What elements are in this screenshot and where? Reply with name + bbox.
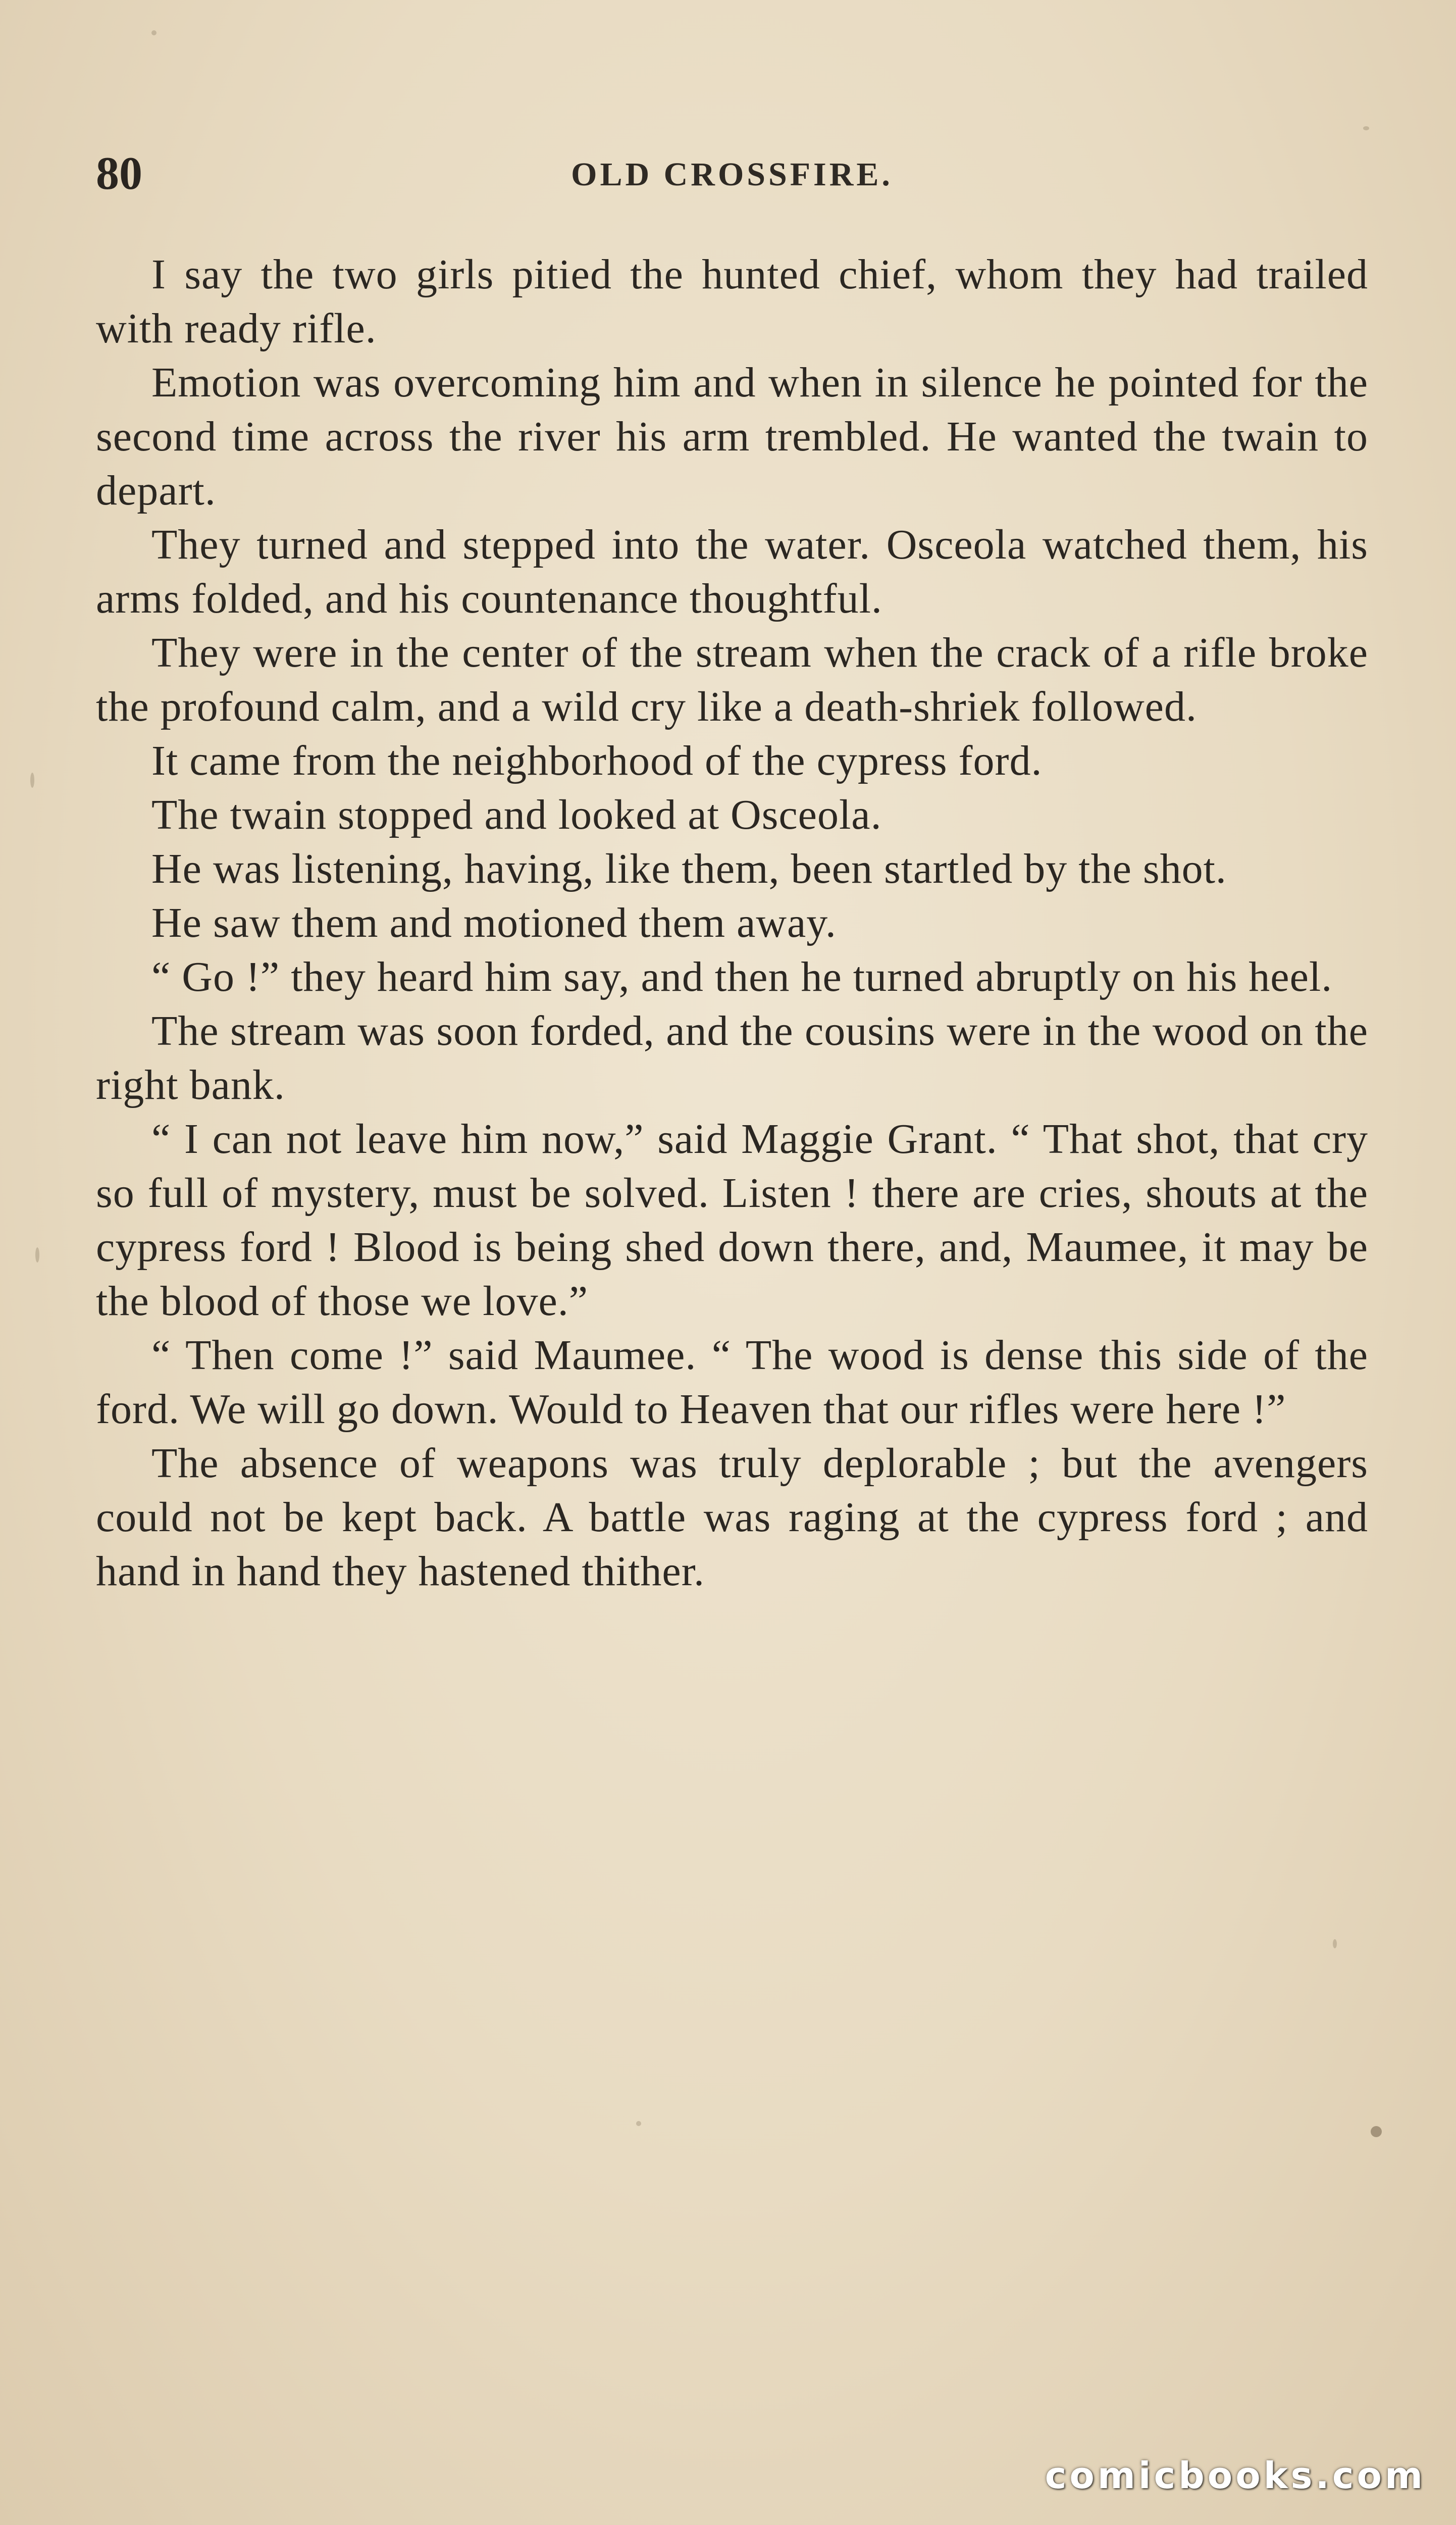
- paper-speck: [1363, 126, 1369, 130]
- paragraph: It came from the neighborhood of the cypress ford.: [151, 737, 1043, 784]
- paper-speck: [35, 1247, 39, 1262]
- paper-speck: [151, 30, 157, 35]
- paper-speck: [636, 2121, 641, 2126]
- paragraph: “ Go !” they heard him say, and then he turned abruptly on his heel.: [151, 953, 1333, 1000]
- paper-speck: [1371, 2126, 1382, 2137]
- paragraph: “ Then come !” said Maumee. “ The wood is dense this side of the ford. We will go down. Would to Heaven that our rifles were here !”: [96, 1332, 1368, 1433]
- paragraph: The absence of weapons was truly deplorable ; but the avengers could not be kept back. A battle was raging at the cypress ford ; and hand in hand they hastened thither.: [96, 1440, 1368, 1595]
- watermark-logo: comicbooks.com: [1045, 2454, 1426, 2497]
- page-number: 80: [96, 147, 142, 199]
- paper-speck: [30, 773, 34, 788]
- chapter-body: [96, 247, 1368, 1598]
- page-header: [96, 146, 1368, 207]
- paragraph: They were in the center of the stream when the crack of a rifle broke the profound calm, and a wild cry like a death-shriek followed.: [96, 629, 1368, 730]
- paragraph: The twain stopped and looked at Osceola.: [151, 791, 882, 838]
- paragraph: The stream was soon forded, and the cousins were in the wood on the right bank.: [96, 1007, 1368, 1108]
- paragraph: They turned and stepped into the water. Osceola watched them, his arms folded, and his countenance thoughtful.: [96, 521, 1368, 622]
- paragraph: Emotion was overcoming him and when in silence he pointed for the second time across the river his arm trembled. He wanted the twain to depart.: [96, 359, 1368, 514]
- paragraph: “ I can not leave him now,” said Maggie Grant. “ That shot, that cry so full of mystery, must be solved. Listen ! there are cries, shouts at the cypress ford ! Blood is being shed down there, and, Maumee, it may be the blood of those we love.”: [96, 1116, 1368, 1325]
- paragraph: He was listening, having, like them, been startled by the shot.: [151, 845, 1227, 892]
- paragraph: I say the two girls pitied the hunted chief, whom they had trailed with ready rifle.: [96, 251, 1368, 352]
- paragraph: He saw them and motioned them away.: [151, 899, 837, 946]
- running-head-title: OLD CROSSFIRE.: [571, 156, 893, 193]
- paper-speck: [1333, 1939, 1337, 1948]
